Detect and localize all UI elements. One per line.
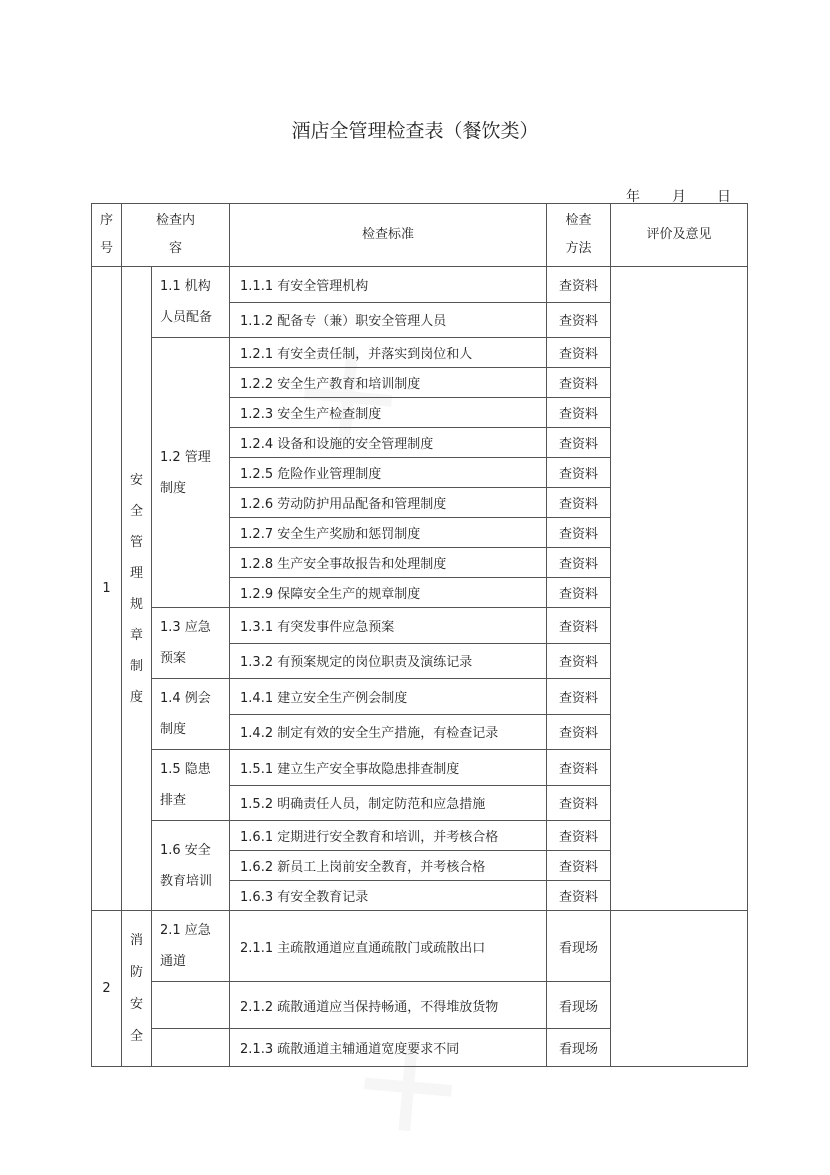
- subsection-name: [152, 1029, 230, 1067]
- standard-cell: 1.2.9 保障安全生产的规章制度: [230, 578, 547, 608]
- method-cell: 查资料: [547, 458, 611, 488]
- method-cell: 查资料: [547, 518, 611, 548]
- comment-cell[interactable]: [611, 911, 748, 1067]
- subsection-name: 1.6 安全教育培训: [152, 821, 230, 911]
- section-number: 2: [92, 911, 122, 1067]
- standard-cell: 1.2.2 安全生产教育和培训制度: [230, 368, 547, 398]
- method-cell: 查资料: [547, 428, 611, 458]
- standard-cell: 1.4.1 建立安全生产例会制度: [230, 679, 547, 715]
- method-cell: 看现场: [547, 1029, 611, 1067]
- subsection-name: 1.2 管理制度: [152, 338, 230, 608]
- inspection-table: [91, 203, 748, 1067]
- standard-cell: 1.2.5 危险作业管理制度: [230, 458, 547, 488]
- table-header-row: [92, 204, 748, 267]
- method-cell: 查资料: [547, 338, 611, 368]
- subsection-name: 1.5 隐患排查: [152, 750, 230, 821]
- method-cell: 查资料: [547, 368, 611, 398]
- method-cell: 看现场: [547, 982, 611, 1029]
- standard-cell: 1.2.6 劳动防护用品配备和管理制度: [230, 488, 547, 518]
- method-cell: 看现场: [547, 911, 611, 982]
- standard-cell: 2.1.1 主疏散通道应直通疏散门或疏散出口: [230, 911, 547, 982]
- header-item: 检查内容: [122, 204, 230, 267]
- subsection-name: 1.1 机构人员配备: [152, 267, 230, 338]
- section-category: 安全管理规章制度: [122, 267, 152, 911]
- comment-cell[interactable]: [611, 267, 748, 911]
- standard-cell: 1.2.8 生产安全事故报告和处理制度: [230, 548, 547, 578]
- method-cell: 查资料: [547, 398, 611, 428]
- subsection-name: [152, 982, 230, 1029]
- method-cell: 查资料: [547, 578, 611, 608]
- section-category: 消防安全: [122, 911, 152, 1067]
- method-cell: 查资料: [547, 488, 611, 518]
- method-cell: 查资料: [547, 643, 611, 679]
- section-number: 1: [92, 267, 122, 911]
- method-cell: 查资料: [547, 302, 611, 338]
- standard-cell: 1.5.1 建立生产安全事故隐患排查制度: [230, 750, 547, 786]
- page-title: 酒店全管理检查表（餐饮类）: [291, 120, 539, 142]
- method-cell: 查资料: [547, 821, 611, 851]
- method-cell: 查资料: [547, 267, 611, 303]
- method-cell: 查资料: [547, 851, 611, 881]
- header-method: 检查方法: [547, 204, 611, 267]
- standard-cell: 2.1.3 疏散通道主辅通道宽度要求不同: [230, 1029, 547, 1067]
- subsection-name: 2.1 应急通道: [152, 911, 230, 982]
- standard-cell: 1.2.1 有安全责任制，并落实到岗位和人: [230, 338, 547, 368]
- standard-cell: 1.2.3 安全生产检查制度: [230, 398, 547, 428]
- standard-cell: 1.1.1 有安全管理机构: [230, 267, 547, 303]
- method-cell: 查资料: [547, 548, 611, 578]
- method-cell: 查资料: [547, 608, 611, 644]
- table-row: [92, 267, 748, 303]
- method-cell: 查资料: [547, 714, 611, 750]
- standard-cell: 1.3.1 有突发事件应急预案: [230, 608, 547, 644]
- standard-cell: 2.1.2 疏散通道应当保持畅通，不得堆放货物: [230, 982, 547, 1029]
- header-comment: 评价及意见: [611, 204, 748, 267]
- standard-cell: 1.1.2 配备专（兼）职安全管理人员: [230, 302, 547, 338]
- standard-cell: 1.4.2 制定有效的安全生产措施，有检查记录: [230, 714, 547, 750]
- standard-cell: 1.2.4 设备和设施的安全管理制度: [230, 428, 547, 458]
- standard-cell: 1.6.1 定期进行安全教育和培训，并考核合格: [230, 821, 547, 851]
- table-row: [92, 911, 748, 982]
- date-day-label: 日: [717, 189, 731, 205]
- header-no: 序号: [92, 204, 122, 267]
- subsection-name: 1.3 应急预案: [152, 608, 230, 679]
- method-cell: 查资料: [547, 785, 611, 821]
- standard-cell: 1.5.2 明确责任人员，制定防范和应急措施: [230, 785, 547, 821]
- standard-cell: 1.6.2 新员工上岗前安全教育，并考核合格: [230, 851, 547, 881]
- subsection-name: 1.4 例会制度: [152, 679, 230, 750]
- standard-cell: 1.6.3 有安全教育记录: [230, 881, 547, 911]
- header-standard: 检查标准: [230, 204, 547, 267]
- method-cell: 查资料: [547, 750, 611, 786]
- date-year-label: 年: [626, 189, 640, 205]
- method-cell: 查资料: [547, 679, 611, 715]
- standard-cell: 1.2.7 安全生产奖励和惩罚制度: [230, 518, 547, 548]
- date-month-label: 月: [672, 189, 686, 205]
- standard-cell: 1.3.2 有预案规定的岗位职责及演练记录: [230, 643, 547, 679]
- method-cell: 查资料: [547, 881, 611, 911]
